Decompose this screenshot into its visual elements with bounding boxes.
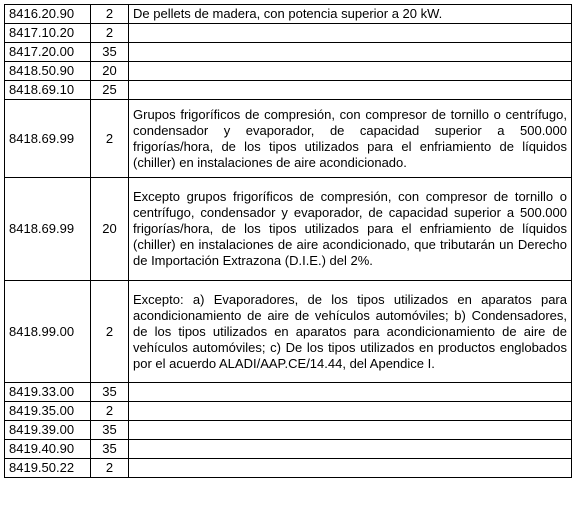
duty-rate: 2 (91, 402, 129, 421)
tariff-table (4, 4, 572, 478)
duty-rate: 2 (91, 5, 129, 24)
description (129, 440, 572, 459)
description: Excepto grupos frigoríficos de compresión, con compresor de tornillo o centrífugo, condensador y evaporador, de capacidad superior a 500.000 frigorías/hora, de los tipos utilizados para el enfriamiento de líquidos (chiller) en instalaciones de aire acondicionado, que tributarán un Derecho de Importación Extrazona (D.I.E.) del 2%. (129, 178, 572, 281)
table-row (5, 24, 572, 43)
tariff-code: 8419.33.00 (5, 383, 91, 402)
description (129, 62, 572, 81)
description: De pellets de madera, con potencia superior a 20 kW. (129, 5, 572, 24)
table-row (5, 421, 572, 440)
description (129, 402, 572, 421)
description (129, 81, 572, 100)
tariff-code: 8419.35.00 (5, 402, 91, 421)
duty-rate: 2 (91, 24, 129, 43)
duty-rate: 25 (91, 81, 129, 100)
table-row (5, 178, 572, 281)
table-row (5, 402, 572, 421)
description (129, 459, 572, 478)
tariff-code: 8419.50.22 (5, 459, 91, 478)
description (129, 383, 572, 402)
description: Grupos frigoríficos de compresión, con compresor de tornillo o centrífugo, condensador y evaporador, de capacidad superior a 500.000 frigorías/hora, de los tipos utilizados para el enfriamiento de líquidos (chiller) en instalaciones de aire acondicionado. (129, 100, 572, 178)
tariff-code: 8418.69.10 (5, 81, 91, 100)
tariff-code: 8418.99.00 (5, 281, 91, 383)
tariff-code: 8419.39.00 (5, 421, 91, 440)
table-row (5, 383, 572, 402)
duty-rate: 35 (91, 440, 129, 459)
duty-rate: 2 (91, 281, 129, 383)
tariff-code: 8418.69.99 (5, 100, 91, 178)
description (129, 24, 572, 43)
duty-rate: 2 (91, 100, 129, 178)
duty-rate: 2 (91, 459, 129, 478)
description (129, 43, 572, 62)
duty-rate: 35 (91, 383, 129, 402)
table-row (5, 100, 572, 178)
description: Excepto: a) Evaporadores, de los tipos utilizados en aparatos para acondicionamiento de aire de vehículos automóviles; b) Condensadores, de los tipos utilizados en aparatos para acondicionamiento de aire de vehículos automóviles; c) De los tipos utilizados en productos englobados por el acuerdo ALADI/AAP.CE/14.44, del Apendice I. (129, 281, 572, 383)
tariff-code: 8418.50.90 (5, 62, 91, 81)
tariff-code: 8418.69.99 (5, 178, 91, 281)
duty-rate: 20 (91, 178, 129, 281)
duty-rate: 35 (91, 43, 129, 62)
table-row (5, 281, 572, 383)
duty-rate: 20 (91, 62, 129, 81)
tariff-code: 8419.40.90 (5, 440, 91, 459)
table-row (5, 62, 572, 81)
description (129, 421, 572, 440)
tariff-code: 8416.20.90 (5, 5, 91, 24)
table-row (5, 459, 572, 478)
duty-rate: 35 (91, 421, 129, 440)
tariff-code: 8417.20.00 (5, 43, 91, 62)
table-row (5, 440, 572, 459)
table-row (5, 81, 572, 100)
table-row (5, 43, 572, 62)
tariff-code: 8417.10.20 (5, 24, 91, 43)
table-row (5, 5, 572, 24)
